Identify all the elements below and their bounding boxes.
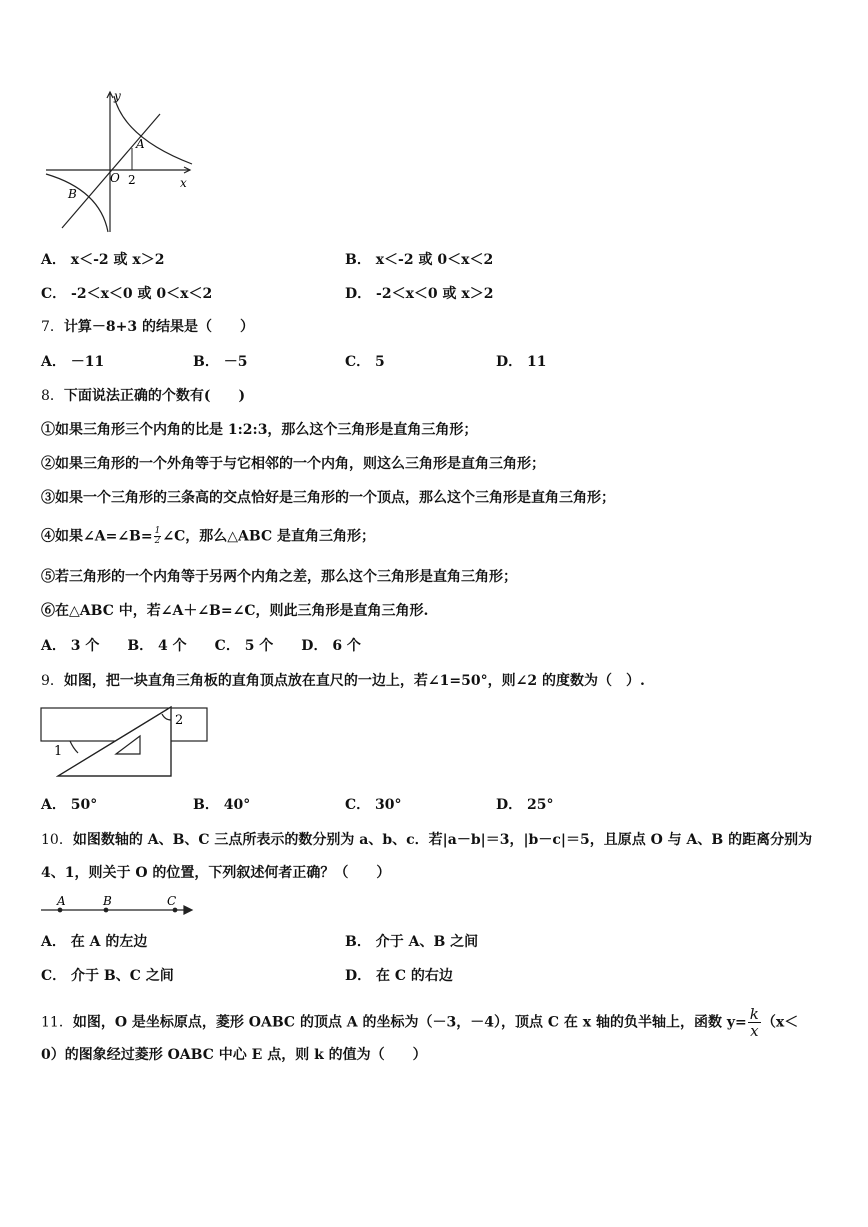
q10-stem-line2: 4、1，则关于 O 的位置，下列叙述何者正确？（ ） (41, 865, 391, 881)
q10-number: 10． (41, 832, 73, 848)
q7-option-b[interactable]: B． －5 (193, 354, 248, 370)
q7-option-a[interactable]: A． －11 (41, 354, 105, 370)
angle-2-label: 2 (175, 713, 184, 728)
q9-option-b[interactable]: B． 40° (193, 797, 251, 813)
fraction-denominator: 2 (154, 536, 161, 546)
q8-statement-2: ②如果三角形的一个外角等于与它相邻的一个内角，则这么三角形是直角三角形； (41, 456, 545, 472)
q8-statement-3: ③如果一个三角形的三条高的交点恰好是三角形的一个顶点，那么这个三角形是直角三角形； (41, 490, 615, 506)
point-c-label: C (167, 894, 177, 908)
q6-option-b[interactable]: B． x＜-2 或 0＜x＜2 (345, 252, 494, 268)
q11-stem-pre: 如图，O 是坐标原点，菱形 OABC 的顶点 A 的坐标为（－3，－4），顶点 C 在 x 轴的负半轴上，函数 y= (72, 1014, 747, 1031)
point-a-label: A (136, 137, 145, 151)
q8-statement-6: ⑥在△ABC 中，若∠A＋∠B=∠C，则此三角形是直角三角形. (41, 603, 429, 619)
q8-statement-1: ①如果三角形三个内角的比是 1:2:3，那么这个三角形是直角三角形； (41, 422, 478, 438)
q8-number: 8． (41, 388, 64, 404)
x-label: x (180, 176, 187, 190)
angle-1-label: 1 (54, 744, 63, 759)
q8-question (41, 387, 245, 405)
point-a-dot (58, 908, 62, 912)
q8-stem: 下面说法正确的个数有( ) (63, 388, 246, 404)
q11-question-line1 (41, 1006, 798, 1039)
fraction-numerator: 1 (154, 526, 161, 536)
q6-option-a[interactable]: A． x＜-2 或 x＞2 (41, 252, 165, 268)
q7-option-d[interactable]: D． 11 (496, 354, 547, 370)
origin-label: O (110, 171, 120, 185)
q10-stem-line1: 如图数轴的 A、B、C 三点所表示的数分别为 a、b、c．若|a－b|＝3，|b－c|＝5，且原点 O 与 A、B 的距离分别为 (72, 832, 813, 848)
q6-graph (40, 86, 200, 236)
point-b-label: B (68, 187, 77, 201)
q11-stem-post: （x＜ (761, 1014, 799, 1031)
q10-option-c[interactable]: C． 介于 B、C 之间 (41, 968, 174, 984)
y-label: y (114, 89, 121, 103)
q8-s4-pre: ④如果∠A=∠B= (41, 528, 153, 545)
q9-option-a[interactable]: A． 50° (41, 797, 98, 813)
q8-statement-5: ⑤若三角形的一个内角等于另两个内角之差，那么这个三角形是直角三角形； (41, 569, 517, 585)
q10-number-line (38, 894, 198, 920)
q10-option-a[interactable]: A． 在 A 的左边 (41, 934, 148, 950)
number-line-arrow (184, 906, 192, 914)
q7-option-c[interactable]: C． 5 (345, 354, 385, 370)
q7-stem: 计算－8+3 的结果是（ ） (63, 319, 255, 335)
fraction-numerator: k (749, 1005, 759, 1023)
q10-option-b[interactable]: B． 介于 A、B 之间 (345, 934, 479, 950)
q9-option-c[interactable]: C． 30° (345, 797, 402, 813)
q6-option-d[interactable]: D． -2＜x＜0 或 x＞2 (345, 286, 494, 302)
q10-option-d[interactable]: D． 在 C 的右边 (345, 968, 453, 984)
point-b-label: B (103, 894, 112, 908)
hyperbola-q3 (46, 174, 108, 232)
point-b-dot (104, 908, 108, 912)
q6-option-c[interactable]: C． -2＜x＜0 或 0＜x＜2 (41, 286, 213, 302)
fraction-denominator: x (750, 1022, 759, 1040)
q8-statement-4 (41, 527, 375, 546)
q8-s4-fraction (154, 527, 162, 546)
q9-stem: 如图，把一块直角三角板的直角顶点放在直尺的一边上，若∠1=50°，则∠2 的度数为（ ）. (63, 673, 645, 689)
q9-question (41, 672, 645, 690)
q9-figure (38, 704, 213, 780)
q9-number: 9． (41, 673, 64, 689)
point-c-dot (173, 908, 177, 912)
q7-question (41, 318, 254, 336)
q10-question-line1 (41, 831, 812, 849)
q8-options[interactable]: A． 3 个 B． 4 个 C． 5 个 D． 6 个 (41, 638, 361, 654)
q11-fraction (748, 1006, 761, 1039)
angle-1-arc (70, 741, 78, 753)
q8-s4-post: ∠C，那么△ABC 是直角三角形； (162, 528, 375, 545)
q9-option-d[interactable]: D． 25° (496, 797, 554, 813)
tick-label: 2 (128, 173, 136, 187)
point-a-label: A (57, 894, 66, 908)
q7-number: 7． (41, 319, 64, 335)
q11-stem-line2: 0）的图象经过菱形 OABC 中心 E 点，则 k 的值为（ ） (41, 1047, 427, 1063)
q11-number: 11． (41, 1014, 73, 1031)
